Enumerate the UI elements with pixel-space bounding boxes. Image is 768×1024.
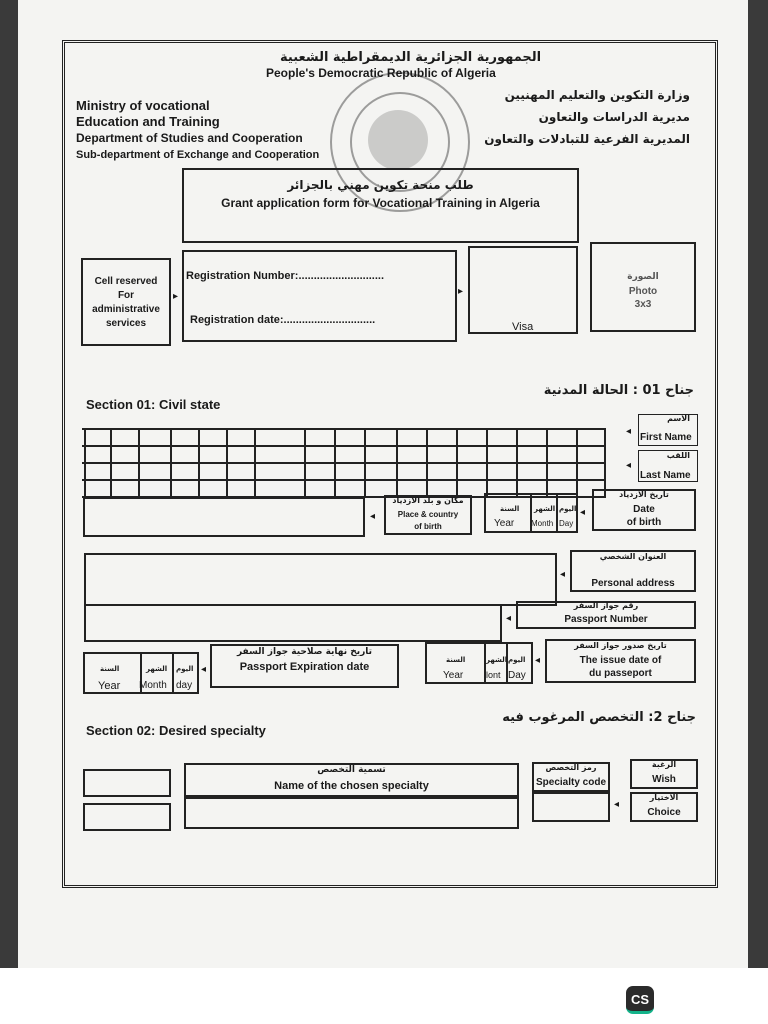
grid-tick: [396, 462, 398, 496]
grid-tick: [334, 428, 336, 462]
grid-tick: [456, 428, 458, 462]
pob-en-2: of birth: [414, 522, 442, 531]
arrow-left-icon: ◂: [614, 799, 620, 810]
republic-en: People's Democratic Republic of Algeria: [266, 66, 496, 80]
grid-tick: [426, 462, 428, 496]
section1-title-ar: جناح 01 : الحالة المدنية: [543, 383, 694, 398]
arrow-left-icon: ◂: [535, 655, 541, 666]
photo-en: Photo: [628, 286, 658, 297]
last-name-en: Last Name: [640, 470, 691, 481]
choice-rank-input[interactable]: [83, 803, 171, 831]
specialty-name-input[interactable]: [184, 797, 519, 829]
visa-label: Visa: [512, 321, 534, 333]
grid-tick: [364, 428, 366, 462]
arrow-left-icon: ◂: [506, 613, 512, 624]
registration-date[interactable]: Registration date:..............................: [190, 314, 376, 326]
arrow-right-icon: ▸: [173, 291, 179, 302]
grid-tick: [334, 462, 336, 496]
pob-ar: مكان و بلد الازدياد: [392, 496, 464, 505]
grid-tick: [456, 462, 458, 496]
grid-tick: [254, 462, 256, 496]
grid-tick: [364, 462, 366, 496]
registration-number[interactable]: Registration Number:............................: [186, 270, 385, 282]
arrow-right-icon: ▸: [458, 286, 464, 297]
grid-tick: [138, 428, 140, 462]
grid-tick: [110, 462, 112, 496]
grid-tick: [138, 462, 140, 496]
grid-tick: [516, 428, 518, 462]
grid-tick: [426, 428, 428, 462]
grid-tick: [486, 428, 488, 462]
grid-tick: [304, 428, 306, 462]
grid-tick: [254, 428, 256, 462]
photo-size: 3x3: [634, 299, 652, 310]
ministry-en-1: Ministry of vocational: [76, 98, 210, 113]
grid-tick: [576, 462, 578, 496]
cell-reserved-label: Cell reserved For administrative services: [92, 276, 160, 329]
arrow-left-icon: ◂: [560, 569, 566, 580]
dept-ar: مديرية الدراسات والتعاون: [538, 110, 690, 124]
dept-en: Department of Studies and Cooperation: [76, 131, 303, 145]
passport-number-input[interactable]: [84, 604, 502, 642]
grid-tick: [304, 462, 306, 496]
ministry-en-2: Education and Training: [76, 114, 220, 129]
grid-tick: [226, 428, 228, 462]
grid-tick: [546, 428, 548, 462]
arrow-left-icon: ◂: [626, 460, 632, 471]
registration-box: [182, 250, 457, 342]
ministry-ar: وزارة التكوين والتعليم المهنيين: [504, 88, 690, 102]
camscanner-logo-icon: CS: [626, 986, 654, 1014]
wish-rank-input[interactable]: [83, 769, 171, 797]
arrow-left-icon: ◂: [201, 664, 207, 675]
section2-title-en: Section 02: Desired specialty: [86, 723, 266, 738]
photo-ar: الصورة: [627, 272, 659, 282]
grid-tick: [604, 428, 606, 462]
grid-tick: [198, 428, 200, 462]
grid-tick: [170, 462, 172, 496]
grid-tick: [84, 462, 86, 496]
arrow-left-icon: ◂: [370, 511, 376, 522]
title-en: Grant application form for Vocational Training in Algeria: [221, 196, 540, 210]
grid-tick: [486, 462, 488, 496]
last-name-ar: اللقب: [666, 451, 690, 460]
specialty-code-input[interactable]: [532, 792, 610, 822]
first-name-ar: الاسم: [667, 414, 690, 423]
subdept-en: Sub-department of Exchange and Cooperation: [76, 149, 320, 161]
grid-tick: [226, 462, 228, 496]
grid-tick: [396, 428, 398, 462]
section2-title-ar: جناح 2: التخصص المرغوب فيه: [502, 710, 696, 725]
grid-tick: [576, 428, 578, 462]
pob-en-1: Place & country: [397, 510, 459, 519]
republic-ar: الجمهورية الجزائرية الديمقراطية الشعبية: [280, 50, 542, 65]
place-of-birth-input[interactable]: [83, 497, 365, 537]
arrow-left-icon: ◂: [626, 426, 632, 437]
subdept-ar: المديرية الفرعية للتبادلات والتعاون: [484, 132, 690, 146]
section1-title-en: Section 01: Civil state: [86, 397, 221, 412]
grid-tick: [546, 462, 548, 496]
grid-tick: [198, 462, 200, 496]
grid-tick: [110, 428, 112, 462]
personal-address-input[interactable]: [84, 553, 557, 606]
grid-tick: [170, 428, 172, 462]
grid-tick: [84, 428, 86, 462]
arrow-left-icon: ◂: [580, 507, 586, 518]
grid-tick: [516, 462, 518, 496]
title-ar: طلب منحة تكوين مهني بالجزائر: [287, 178, 474, 192]
first-name-en: First Name: [640, 432, 692, 443]
